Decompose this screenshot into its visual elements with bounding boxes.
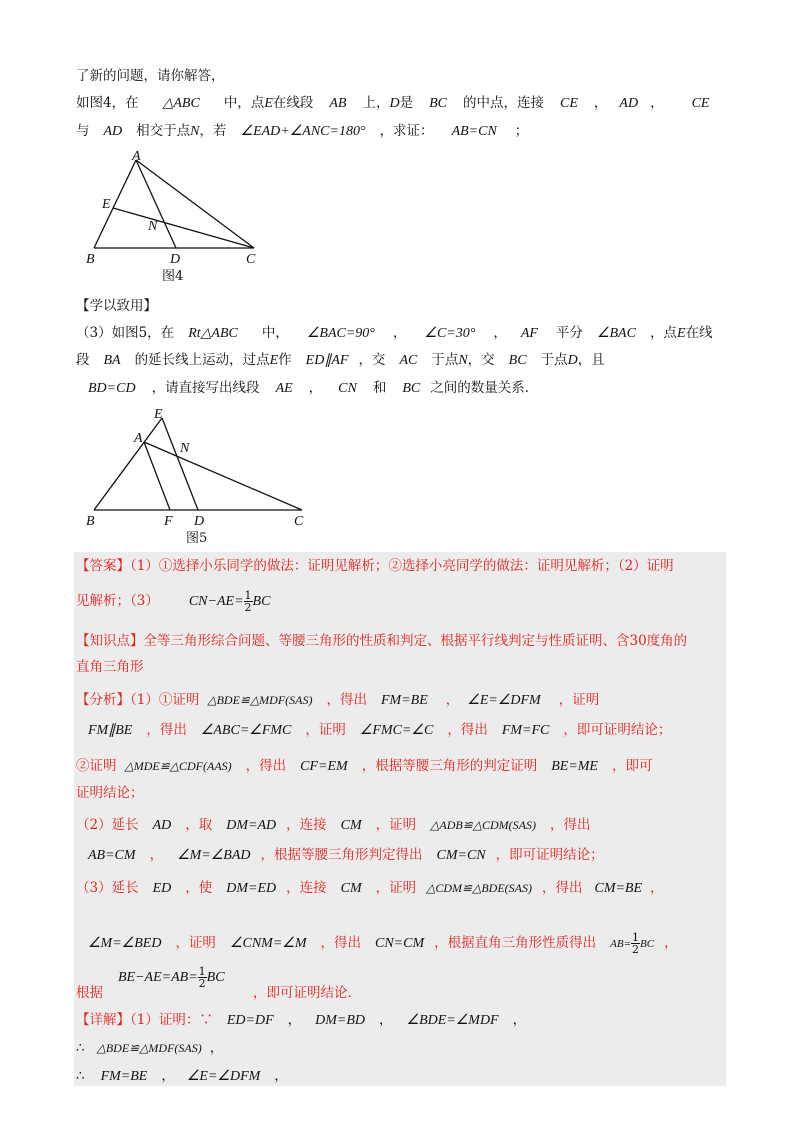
math: AE <box>275 381 293 396</box>
math: ED <box>152 881 172 896</box>
text: ，求证： <box>379 123 434 139</box>
text: 如图4，在 <box>76 95 139 111</box>
figure-caption: 图4 <box>162 269 184 284</box>
section-heading: 【学以致用】 <box>76 298 157 314</box>
label-a: A <box>132 149 141 164</box>
text: （2）延长 <box>76 817 139 833</box>
math: AD <box>103 124 123 139</box>
answer-line <box>76 590 270 613</box>
solution-line <box>76 1012 526 1029</box>
text-line: 了新的问题，请你解答， <box>76 68 225 84</box>
math: ∠ABC=∠FMC <box>200 723 292 738</box>
answer-line: 【答案】（1）①选择小乐同学的做法：证明见解析；②选择小亮同学的做法：证明见解析；（2）证明 <box>76 558 674 574</box>
text: 根据 <box>76 985 103 1001</box>
label-e: E <box>154 407 163 422</box>
text: ， <box>445 692 460 708</box>
math: CE <box>560 96 578 111</box>
math: CN <box>338 381 357 396</box>
math: △BDE≌△MDF(SAS) <box>207 693 313 707</box>
math: BE−AE=AB= <box>118 970 198 985</box>
text: ， <box>664 935 678 951</box>
math: CE <box>691 96 710 111</box>
analysis-line: 证明结论； <box>76 785 144 801</box>
math: E <box>269 353 279 368</box>
text: 是 <box>399 95 414 111</box>
math: CF=EM <box>300 759 348 774</box>
analysis-line <box>88 847 604 864</box>
math: BE=ME <box>551 759 598 774</box>
text: ， <box>287 1012 302 1028</box>
math: △CDM≌△BDE(SAS) <box>426 881 532 895</box>
problem-line <box>76 352 605 369</box>
math: FM=BE <box>100 1069 148 1084</box>
math: CM <box>340 818 362 833</box>
label-a: A <box>134 431 143 446</box>
text: ， <box>209 1040 224 1056</box>
math: △ADB≌△CDM(SAS) <box>430 818 536 832</box>
text: 在线 <box>685 325 713 341</box>
math: AB= <box>610 938 631 950</box>
text: 作 <box>278 352 292 368</box>
analysis-line <box>76 758 652 775</box>
label-d: D <box>194 514 205 529</box>
text: ，证明 <box>305 722 346 738</box>
math: E <box>676 326 686 341</box>
math: ∠C=30° <box>424 326 476 341</box>
analysis-line <box>76 985 361 1001</box>
math: ∠CNM=∠M <box>229 936 307 951</box>
label-n: N <box>180 441 190 456</box>
math: N <box>458 353 468 368</box>
text: 与 <box>76 123 90 139</box>
text: ∴ <box>76 1040 85 1056</box>
label-b: B <box>86 252 95 267</box>
text: ，使 <box>185 880 213 896</box>
label-f: F <box>164 514 173 529</box>
text: ，请直接写出线段 <box>151 380 260 396</box>
text: ， <box>274 1068 288 1084</box>
text: 段 <box>76 352 90 368</box>
text: ，证明 <box>175 935 216 951</box>
math: DM=ED <box>226 881 277 896</box>
analysis-line <box>76 817 590 834</box>
text: ，根据直角三角形性质得出 <box>434 935 597 951</box>
text: ，若 <box>199 123 227 139</box>
problem-line <box>76 95 709 112</box>
knowledge-line: 【知识点】全等三角形综合问题、等腰三角形的性质和判定、根据平行线判定与性质证明、含30度角的 <box>76 633 688 649</box>
text: ； <box>514 123 529 139</box>
text: ，得出 <box>146 722 187 738</box>
solution-line <box>76 1068 288 1085</box>
text: 【分析】（1）①证明 <box>76 692 200 708</box>
math: CN=CM <box>375 936 425 951</box>
math: BA <box>103 353 121 368</box>
text: 中， <box>261 325 289 341</box>
label-c: C <box>246 252 256 267</box>
math: BC <box>429 96 447 111</box>
math: BC <box>252 594 271 609</box>
math: FM=FC <box>501 723 550 738</box>
figure-5 <box>80 400 320 548</box>
math: BC <box>508 353 527 368</box>
text: ，得出 <box>447 722 488 738</box>
fraction: $\frac{1}{2}$ <box>632 931 639 956</box>
problem-line <box>76 123 528 140</box>
text: ， <box>650 95 664 111</box>
fraction: $\frac{1}{2}$ <box>198 965 206 990</box>
text: ， <box>593 95 608 111</box>
text: ， <box>308 380 323 396</box>
text: 平分 <box>555 325 583 341</box>
math: ∠E=∠DFM <box>467 693 541 708</box>
math: △ABC <box>162 96 200 111</box>
text: 【详解】（1）证明：∵ <box>76 1012 213 1028</box>
text: （3）如图5，在 <box>76 325 175 341</box>
text: ，得出 <box>245 758 287 774</box>
text: ，根据等腰三角形的判定证明 <box>361 758 538 774</box>
text: 中，点 <box>223 95 265 111</box>
math: N <box>190 124 200 139</box>
math: ∠BDE=∠MDF <box>406 1013 499 1028</box>
math: ∠M=∠BED <box>88 936 162 951</box>
text: 之间的数量关系． <box>430 380 539 396</box>
math: BD=CD <box>88 381 136 396</box>
text: 和 <box>372 380 387 396</box>
math: E <box>264 96 273 111</box>
text: ，即可证明结论； <box>495 847 604 863</box>
math: AB=CN <box>451 124 497 139</box>
math: AF <box>520 326 538 341</box>
text: ，取 <box>185 817 213 833</box>
analysis-line <box>76 880 664 897</box>
math: BC <box>640 938 655 950</box>
text: 见解析；（3） <box>76 593 159 609</box>
math: DM=AD <box>226 818 277 833</box>
math: CM <box>340 881 362 896</box>
math: FM∥BE <box>88 723 133 738</box>
figure-4 <box>80 148 270 288</box>
math: ED∥AF <box>305 353 349 368</box>
math: Rt△ABC <box>188 326 238 341</box>
math: DM=BD <box>315 1013 366 1028</box>
text: ，得出 <box>320 935 361 951</box>
text: 的中点，连接 <box>463 95 544 111</box>
text: ，得出 <box>541 880 583 896</box>
label-e: E <box>102 197 111 212</box>
math: △MDE≌△CDF(AAS) <box>124 759 232 773</box>
text: ，且 <box>577 352 605 368</box>
text: 相交于点 <box>136 123 191 139</box>
fraction: $\frac{1}{2}$ <box>244 589 252 614</box>
math: D <box>567 353 578 368</box>
knowledge-line: 直角三角形 <box>76 659 144 675</box>
text: ，交 <box>358 352 386 368</box>
analysis-line <box>76 692 599 709</box>
text: ，证明 <box>375 817 417 833</box>
text: ，即可证明结论． <box>253 985 361 1001</box>
text: ，根据等腰三角形判定得出 <box>260 847 423 863</box>
solution-line <box>76 1040 223 1056</box>
analysis-line <box>88 722 671 739</box>
text: ，交 <box>467 352 495 368</box>
math: ∠EAD+∠ANC=180° <box>240 124 366 139</box>
text: ， <box>392 325 407 341</box>
label-c: C <box>294 514 304 529</box>
text: 于点 <box>431 352 459 368</box>
text: ②证明 <box>76 758 117 774</box>
text: ，连接 <box>286 880 327 896</box>
math: CM=BE <box>594 881 643 896</box>
text: ， <box>512 1012 527 1028</box>
math: BC <box>206 970 225 985</box>
math: AD <box>619 96 639 111</box>
analysis-line <box>88 932 678 955</box>
math: D <box>389 96 400 111</box>
math: ∠M=∠BAD <box>177 848 251 863</box>
math: AB <box>329 96 347 111</box>
label-b: B <box>86 514 95 529</box>
label-n: N <box>148 219 158 234</box>
math: ∠BAC <box>596 326 636 341</box>
figure-caption: 图5 <box>186 531 208 546</box>
text: ，点 <box>649 325 677 341</box>
problem-line <box>76 325 713 342</box>
text: 在线段 <box>272 95 314 111</box>
text: ∴ <box>76 1068 85 1084</box>
text: ，连接 <box>286 817 327 833</box>
math: CM=CN <box>436 848 486 863</box>
math: AB=CM <box>88 848 136 863</box>
text: ， <box>161 1068 175 1084</box>
text: 的延长线上运动，过点 <box>134 352 270 368</box>
text: （3）延长 <box>76 880 139 896</box>
text: ，证明 <box>558 692 600 708</box>
text: ，得出 <box>326 692 367 708</box>
math: △BDE≌△MDF(SAS) <box>96 1041 202 1055</box>
math: ∠FMC=∠C <box>359 723 434 738</box>
math: CN−AE= <box>188 594 244 609</box>
text: ， <box>149 847 164 863</box>
text: ，证明 <box>375 880 417 896</box>
math: AC <box>399 353 418 368</box>
math: AD <box>152 818 172 833</box>
text: ， <box>379 1012 393 1028</box>
text: ，即可证明结论； <box>563 722 672 738</box>
math: ∠E=∠DFM <box>186 1069 261 1084</box>
text: ， <box>650 880 664 896</box>
text: ，得出 <box>549 817 591 833</box>
math: FM=BE <box>381 693 428 708</box>
text: ， <box>493 325 507 341</box>
math: BC <box>402 381 421 396</box>
math: ∠BAC=90° <box>306 326 375 341</box>
text: 上， <box>362 95 390 111</box>
label-d: D <box>170 252 181 267</box>
problem-line <box>88 380 538 397</box>
math: ED=DF <box>226 1013 274 1028</box>
text: 于点 <box>540 352 568 368</box>
text: ，即可 <box>611 758 653 774</box>
